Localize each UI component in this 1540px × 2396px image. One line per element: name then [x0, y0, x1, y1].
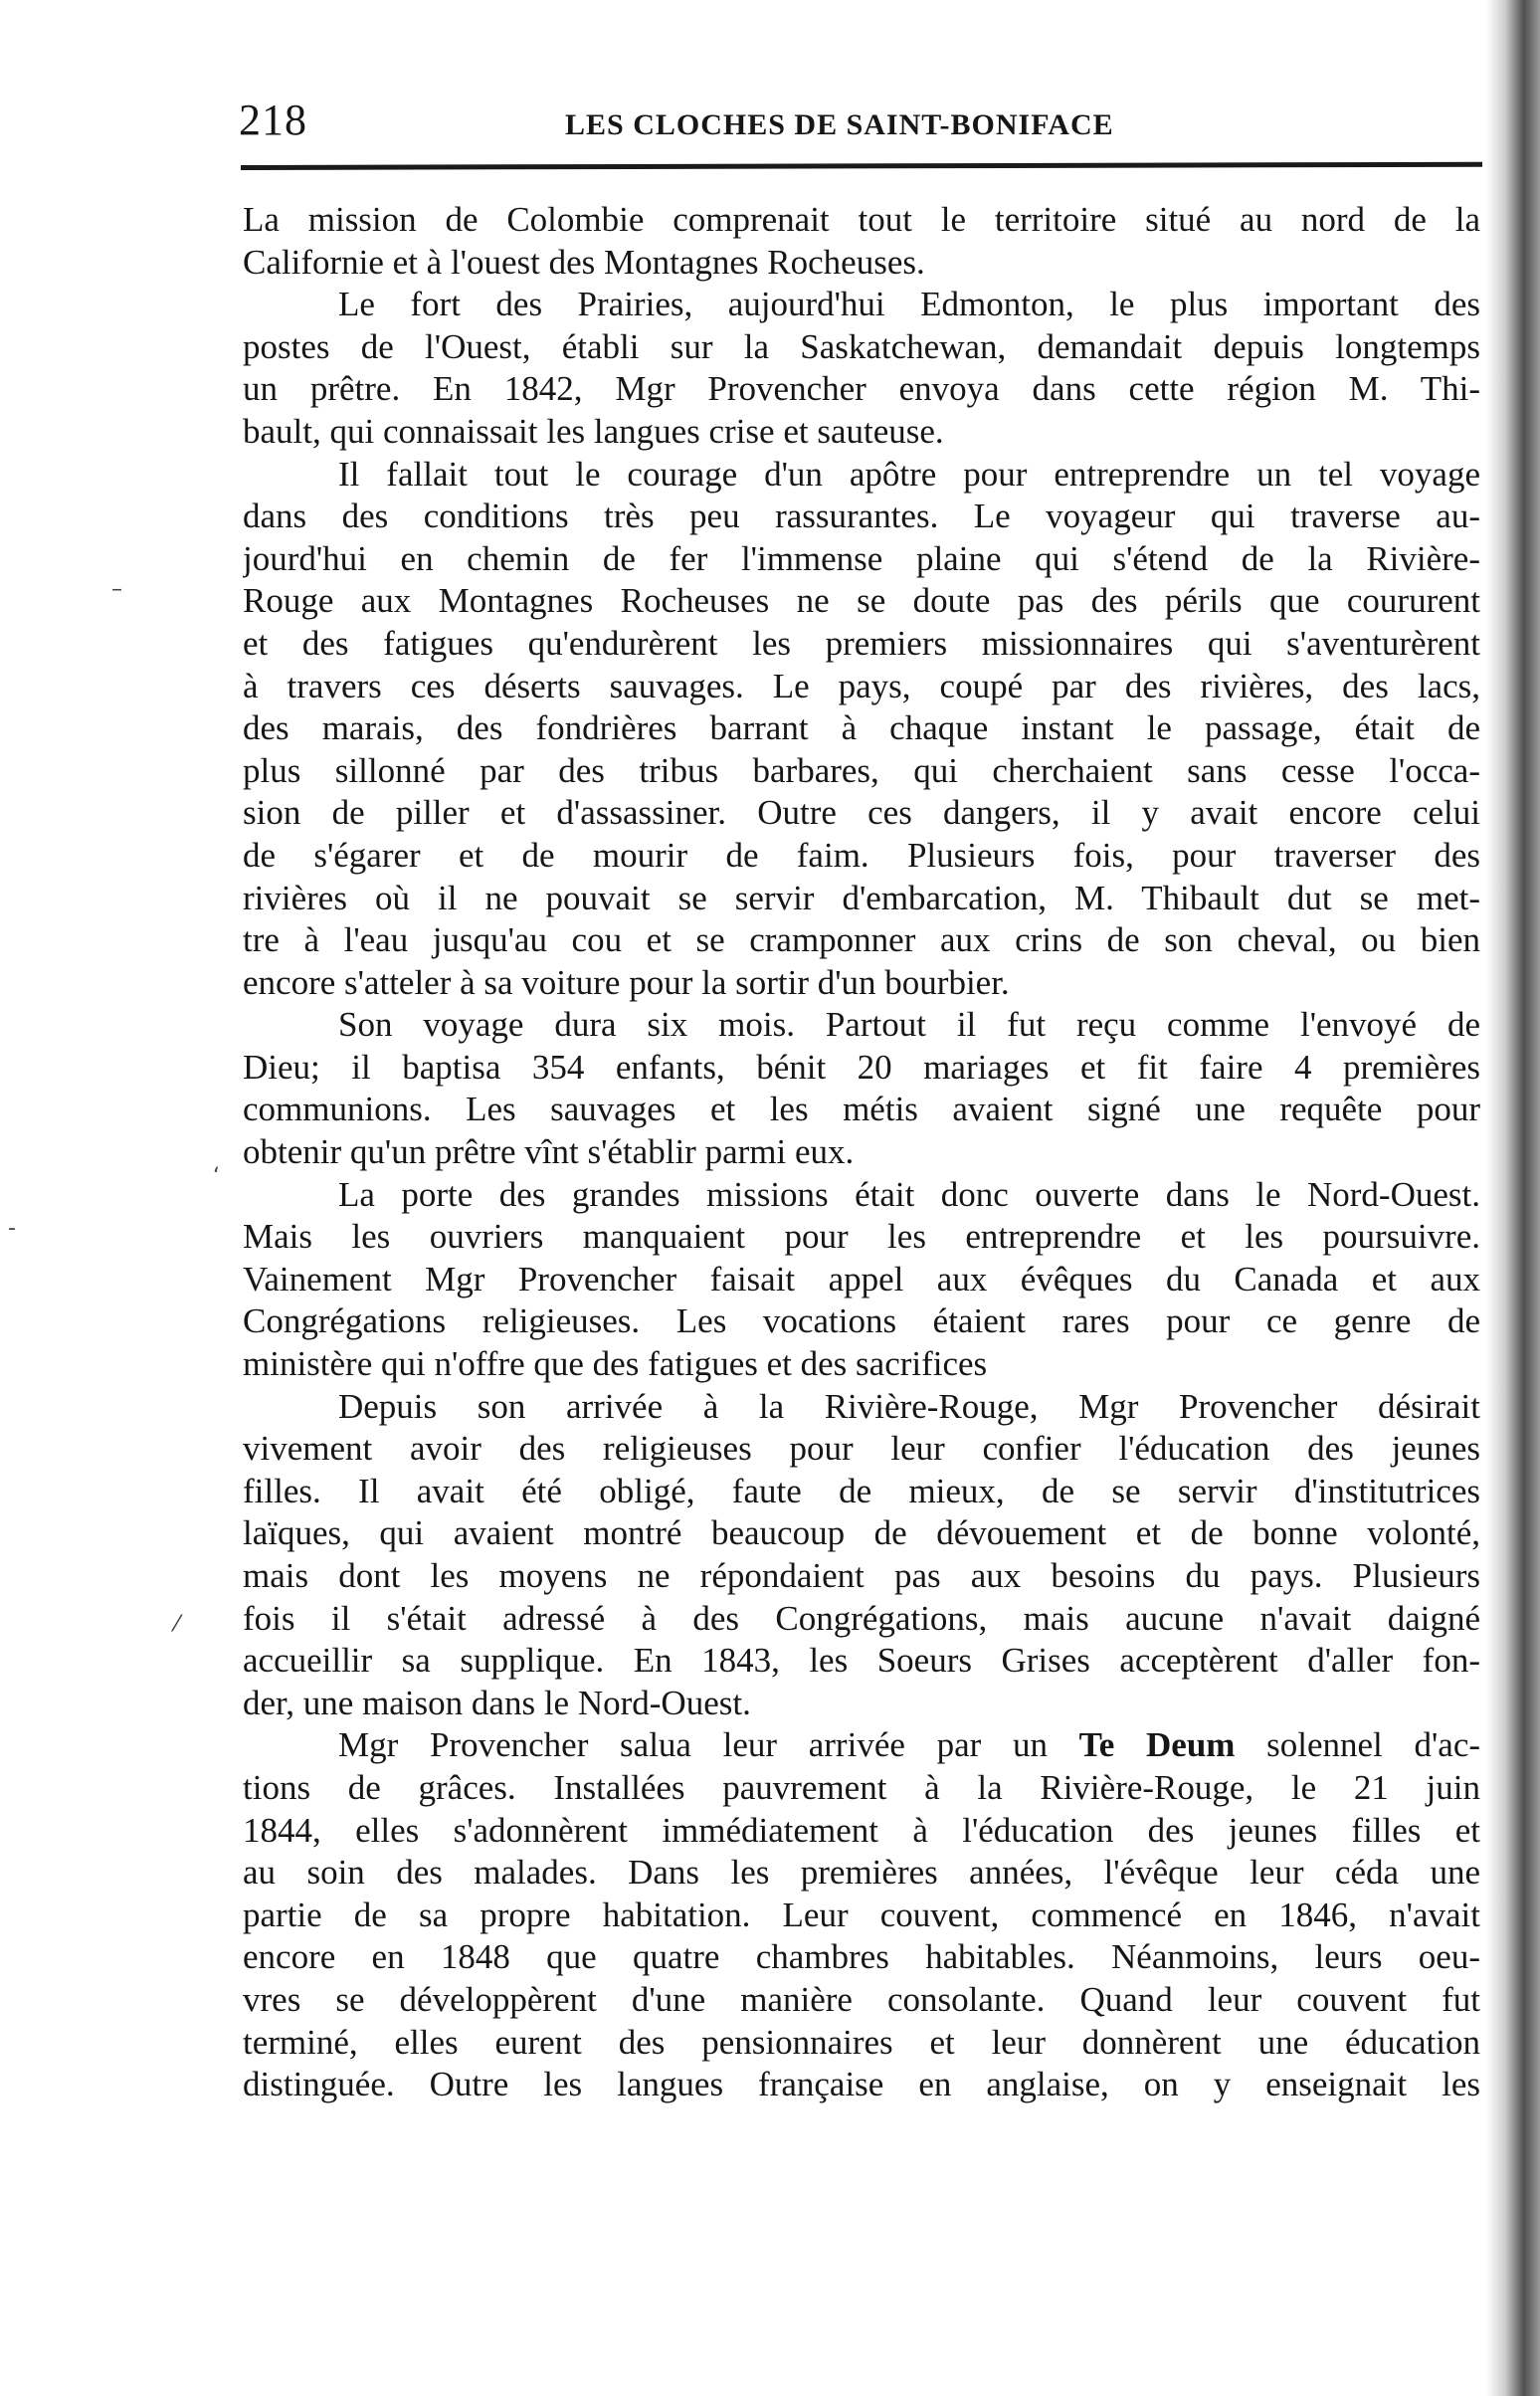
text-line: der, une maison dans le Nord-Ouest.	[243, 1683, 751, 1722]
text-line: plus sillonné par des tribus barbares, qui cherchaient sans cesse l'occa-	[243, 750, 1480, 790]
text-line: tions de grâces. Installées pauvrement à la Rivière-Rouge, le 21 juin	[243, 1767, 1480, 1807]
text-line: jourd'hui en chemin de fer l'immense plaine qui s'étend de la Rivière-	[243, 538, 1480, 578]
text-line: La mission de Colombie comprenait tout le territoire situé au nord de la	[243, 200, 1480, 239]
text-line: Californie et à l'ouest des Montagnes Rocheuses.	[243, 242, 925, 282]
text-fragment: solennel d'ac-	[1235, 1725, 1480, 1765]
text-line: filles. Il avait été obligé, faute de mieux, de se servir d'institutrices	[243, 1471, 1480, 1510]
margin-mark: ‐	[8, 1216, 16, 1241]
text-line: postes de l'Ouest, établi sur la Saskatchewan, demandait depuis longtemps	[243, 326, 1480, 366]
scan-edge-shadow	[1486, 0, 1540, 2396]
text-line: rivières où il ne pouvait se servir d'embarcation, M. Thibault dut se met-	[243, 878, 1480, 917]
text-line: Depuis son arrivée à la Rivière-Rouge, Mgr Provencher désirait	[338, 1386, 1480, 1426]
text-line: dans des conditions très peu rassurantes. Le voyageur qui traverse au-	[243, 497, 1480, 536]
text-line: vivement avoir des religieuses pour leur confier l'éducation des jeunes	[243, 1429, 1480, 1469]
text-line: Dieu; il baptisa 354 enfants, bénit 20 mariages et fit faire 4 premières	[243, 1047, 1480, 1087]
text-fragment: Mgr Provencher salua leur arrivée par un	[338, 1725, 1079, 1765]
text-line: obtenir qu'un prêtre vînt s'établir parmi eux.	[243, 1132, 855, 1172]
text-line: Son voyage dura six mois. Partout il fut reçu comme l'envoyé de	[338, 1005, 1480, 1045]
page-header	[239, 96, 1472, 155]
text-line: bault, qui connaissait les langues crise et sauteuse.	[243, 411, 944, 451]
text-line: à travers ces déserts sauvages. Le pays, coupé par des rivières, des lacs,	[243, 666, 1480, 705]
text-line: Il fallait tout le courage d'un apôtre pour entreprendre un tel voyage	[338, 454, 1480, 494]
margin-mark: –	[111, 577, 122, 602]
running-head: LES CLOCHES DE SAINT-BONIFACE	[565, 108, 1114, 141]
text-line: La porte des grandes missions était donc ouverte dans le Nord-Ouest.	[338, 1174, 1480, 1214]
margin-mark: ⁄	[175, 1612, 179, 1637]
text-line: au soin des malades. Dans les premières années, l'évêque leur céda une	[243, 1853, 1480, 1893]
text-line: tre à l'eau jusqu'au cou et se cramponner aux crins de son cheval, ou bien	[243, 920, 1480, 960]
text-line: un prêtre. En 1842, Mgr Provencher envoya dans cette région M. Thi-	[243, 369, 1480, 409]
text-line: des marais, des fondrières barrant à chaque instant le passage, était de	[243, 708, 1480, 748]
body-text	[243, 199, 1480, 2106]
text-line: et des fatigues qu'endurèrent les premiers missionnaires qui s'aventurèrent	[243, 623, 1480, 663]
header-rule	[241, 162, 1482, 170]
text-line: Mais les ouvriers manquaient pour les entreprendre et les poursuivre.	[243, 1217, 1480, 1257]
text-line: encore en 1848 que quatre chambres habitables. Néanmoins, leurs oeu-	[243, 1937, 1480, 1977]
text-line: ministère qui n'offre que des fatigues et des sacrifices	[243, 1344, 988, 1384]
te-deum-bold: Te Deum	[1078, 1725, 1236, 1765]
text-line: Vainement Mgr Provencher faisait appel aux évêques du Canada et aux	[243, 1259, 1480, 1298]
page-number: 218	[239, 96, 307, 144]
text-line: partie de sa propre habitation. Leur couvent, commencé en 1846, n'avait	[243, 1895, 1480, 1934]
text-line: sion de piller et d'assassiner. Outre ces dangers, il y avait encore celui	[243, 793, 1480, 833]
text-line-with-bold	[243, 1724, 1480, 1767]
text-line: distinguée. Outre les langues française en anglaise, on y enseignait les	[243, 2065, 1480, 2104]
text-line: encore s'atteler à sa voiture pour la sortir d'un bourbier.	[243, 962, 1010, 1002]
text-line: terminé, elles eurent des pensionnaires et leur donnèrent une éducation	[243, 2022, 1480, 2062]
text-line: vres se développèrent d'une manière consolante. Quand leur couvent fut	[243, 1979, 1480, 2019]
text-line: accueillir sa supplique. En 1843, les Soeurs Grises acceptèrent d'aller fon-	[243, 1641, 1480, 1681]
margin-mark: ‘	[213, 1164, 220, 1189]
text-line: communions. Les sauvages et les métis avaient signé une requête pour	[243, 1090, 1480, 1129]
text-line: 1844, elles s'adonnèrent immédiatement à l'éducation des jeunes filles et	[243, 1810, 1480, 1850]
text-line: Congrégations religieuses. Les vocations étaient rares pour ce genre de	[243, 1301, 1480, 1341]
text-line: fois il s'était adressé à des Congrégations, mais aucune n'avait daigné	[243, 1598, 1480, 1638]
text-line: Le fort des Prairies, aujourd'hui Edmonton, le plus important des	[338, 285, 1480, 324]
text-line: de s'égarer et de mourir de faim. Plusieurs fois, pour traverser des	[243, 835, 1480, 875]
text-line: Rouge aux Montagnes Rocheuses ne se doute pas des périls que coururent	[243, 581, 1480, 621]
text-line: laïques, qui avaient montré beaucoup de dévouement et de bonne volonté,	[243, 1513, 1480, 1553]
text-line: mais dont les moyens ne répondaient pas aux besoins du pays. Plusieurs	[243, 1556, 1480, 1595]
